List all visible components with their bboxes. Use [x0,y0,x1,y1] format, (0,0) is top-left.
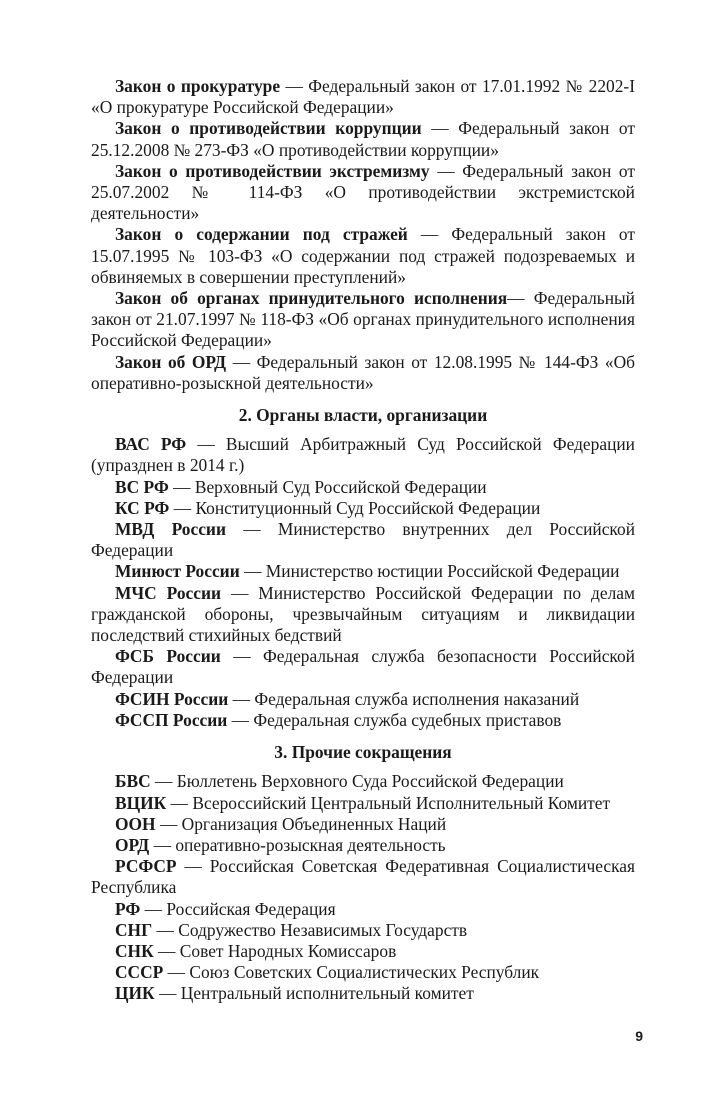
list-item [91,814,635,835]
list-item [91,583,635,647]
entry-definition: — Федеральный закон от 12.08.1995 № 144-ФЗ «Об оперативно-розыскной деятельности» [91,351,635,393]
list-item [91,920,635,941]
list-item [91,710,635,731]
entry-term: СНГ [115,919,153,940]
entry-term: Закон об органах принудительного исполнения [115,288,508,309]
list-item [91,962,635,983]
other-abbreviations-list [91,771,635,1004]
entry-definition: — Федеральный закон от 17.01.1992 № 2202-I «О прокуратуре Российской Федерации» [91,76,635,118]
entry-definition: — Всероссийский Центральный Исполнительный Комитет [166,792,611,813]
entry-definition: — Совет Народных Комиссаров [153,940,397,961]
entry-term: ЦИК [115,983,155,1004]
list-item [91,477,635,498]
page-content [91,76,635,1005]
entry-term: СССР [115,962,164,983]
section-heading-authorities: 2. Органы власти, организации [238,405,488,426]
entry-definition: — Федеральная служба исполнения наказаний [228,688,580,709]
entry-definition: — Федеральная служба безопасности Российской Федерации [91,646,635,688]
list-item [91,793,635,814]
list-item [91,161,635,225]
entry-definition: — оперативно-розыскная деятельность [149,834,446,855]
entry-definition: — Федеральный закон от 15.07.1995 № 103-ФЗ «О содержании под стражей подозреваемых и обвиняемых в совершении преступлений» [91,224,635,287]
list-item [91,288,635,352]
list-item [91,899,635,920]
entry-definition: — Федеральный закон от 25.07.2002 № 114-ФЗ «О противодействии экстремистской деятельности» [91,160,635,224]
list-item [91,118,635,160]
list-item [91,646,635,688]
laws-list [91,76,635,394]
entry-definition: — Организация Объединенных Наций [155,813,447,834]
entry-term: МВД России [115,519,226,540]
entry-definition: — Содружество Независимых Государств [152,919,468,940]
entry-definition: — Российская Федерация [140,898,336,919]
list-item [91,224,635,288]
entry-definition: — Федеральный закон от 21.07.1997 № 118-ФЗ «Об органах принудительного исполнения Российской Федерации» [91,288,635,351]
entry-definition: — Бюллетень Верховного Суда Российской Федерации [150,771,564,792]
entry-term: ООН [115,813,156,834]
entry-definition: — Министерство внутренних дел Российской Федерации [91,519,635,561]
section-heading-other-abbreviations: 3. Прочие сокращения [274,742,452,763]
entry-definition: — Союз Советских Социалистических Республик [163,962,540,983]
entry-term: ФСБ России [115,646,221,667]
entry-term: БВС [115,771,151,792]
entry-definition: — Федеральная служба судебных приставов [227,709,562,730]
list-item [91,983,635,1004]
list-item [91,76,635,118]
list-item [91,689,635,710]
entry-term: Закон об ОРД [115,351,227,372]
entry-term: Минюст России [115,561,240,582]
entry-definition: — Министерство юстиции Российской Федерации [239,561,620,582]
entry-definition: — Министерство Российской Федерации по делам гражданской обороны, чрезвычайным ситуациям и ликвидации последствий стихийных бедствий [91,582,635,646]
page-number: 9 [635,1028,643,1044]
authorities-list [91,434,635,731]
entry-definition: — Федеральный закон от 25.12.2008 № 273-ФЗ «О противодействии коррупции» [91,118,635,160]
entry-term: МЧС России [115,582,222,603]
entry-definition: — Российская Советская Федеративная Социалистическая Республика [91,856,635,898]
list-item [91,434,635,476]
list-item [91,941,635,962]
list-item [91,352,635,394]
list-item [91,856,635,898]
entry-definition: — Верховный Суд Российской Федерации [168,476,487,497]
entry-term: РСФСР [115,856,177,877]
entry-term: КС РФ [115,497,170,518]
entry-term: Закон о содержании под стражей [115,224,408,245]
list-item [91,835,635,856]
list-item [91,771,635,792]
entry-term: ВЦИК [115,792,167,813]
list-item [91,561,635,582]
entry-term: ФСИН России [115,688,229,709]
entry-term: ФССП России [115,709,228,730]
entry-term: ВАС РФ [115,434,187,455]
entry-term: ОРД [115,834,150,855]
entry-definition: — Конституционный Суд Российской Федерации [169,497,541,518]
list-item [91,498,635,519]
entry-term: Закон о противодействии коррупции [115,118,422,139]
entry-term: РФ [115,898,141,919]
entry-term: Закон о прокуратуре [115,76,281,96]
list-item [91,519,635,561]
entry-term: СНК [115,940,154,961]
entry-term: ВС РФ [115,476,169,497]
entry-term: Закон о противодействии экстремизму [115,160,430,181]
entry-definition: — Высший Арбитражный Суд Российской Федерации (упразднен в 2014 г.) [91,434,635,476]
entry-definition: — Центральный исполнительный комитет [154,983,474,1004]
